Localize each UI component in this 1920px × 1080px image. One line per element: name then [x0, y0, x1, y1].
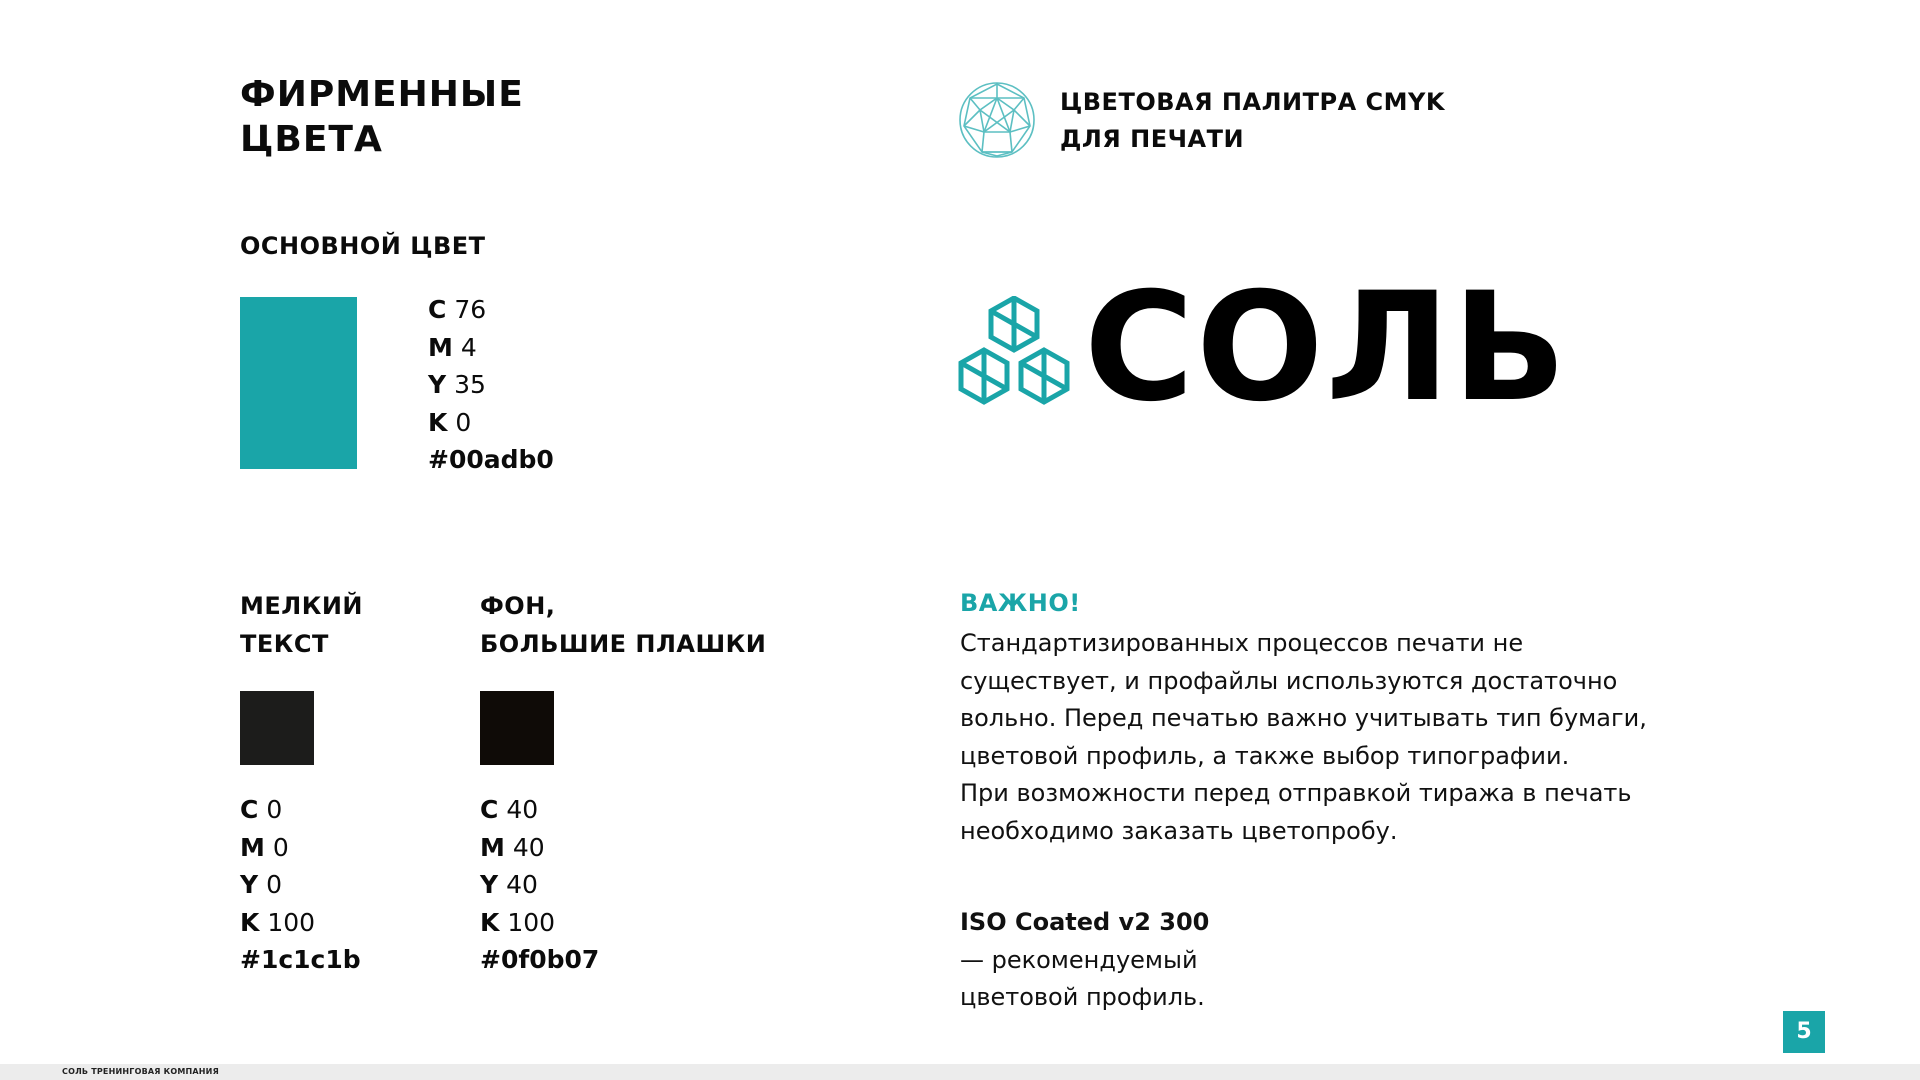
background-label: ФОН, БОЛЬШИЕ ПЛАШКИ — [480, 592, 767, 658]
background-swatch — [480, 691, 554, 765]
page-title-line2: ЦВЕТА — [240, 119, 383, 160]
spec-k: K 100 — [240, 907, 316, 937]
small-text-label: МЕЛКИЙ ТЕКСТ — [240, 592, 363, 658]
main-color-specs — [428, 291, 554, 479]
logo-wordmark: СОЛЬ — [1084, 261, 1569, 435]
footer-bar — [0, 1064, 1920, 1080]
spec-m: M 4 — [428, 332, 477, 362]
page-title — [240, 72, 660, 162]
three-cubes-icon — [958, 296, 1070, 408]
important-line: При возможности перед отправкой тиража в печать — [960, 779, 1632, 807]
spec-y: Y 0 — [240, 870, 282, 899]
spec-c: C 40 — [480, 795, 539, 824]
small-text-swatch — [240, 691, 314, 765]
spec-hex: #1c1c1b — [240, 945, 361, 974]
footer-text: СОЛЬ ТРЕНИНГОВАЯ КОМПАНИЯ — [62, 1067, 219, 1076]
spec-m: M 0 — [240, 832, 289, 862]
important-title: ВАЖНО! — [960, 589, 1081, 617]
spec-k: K 0 — [428, 407, 472, 437]
small-text-specs — [240, 791, 361, 979]
spec-c: C 76 — [428, 295, 487, 324]
important-line: Стандартизированных процессов печати не — [960, 629, 1524, 657]
spec-c: C 0 — [240, 795, 283, 824]
cmyk-title: ЦВЕТОВАЯ ПАЛИТРА CMYK ДЛЯ ПЕЧАТИ — [1060, 88, 1445, 153]
background-specs — [480, 791, 599, 979]
important-line: цветовой профиль, а также выбор типографии. — [960, 741, 1570, 770]
important-line: необходимо заказать цветопробу. — [960, 816, 1398, 845]
spec-m: M 40 — [480, 832, 545, 862]
spec-hex: #00adb0 — [428, 445, 554, 474]
profile-line2: цветовой профиль. — [960, 983, 1205, 1011]
spec-hex: #0f0b07 — [480, 945, 600, 974]
main-color-label: ОСНОВНОЙ ЦВЕТ — [240, 232, 486, 260]
important-line: вольно. Перед печатью важно учитывать тип бумаги, — [960, 704, 1647, 732]
spec-y: Y 35 — [428, 370, 486, 399]
important-line: существует, и профайлы используются достаточно — [960, 666, 1618, 695]
page-number: 5 — [1783, 1011, 1825, 1053]
page-title-line1: ФИРМЕННЫЕ — [240, 74, 524, 115]
spec-y: Y 40 — [480, 870, 538, 899]
geodesic-sphere-icon — [958, 80, 1036, 160]
main-color-swatch — [240, 297, 357, 469]
profile-line1: ISO Coated v2 300 — рекомендуемый — [960, 908, 1210, 974]
important-text — [960, 625, 1660, 850]
spec-k: K 100 — [480, 907, 556, 937]
profile-note — [960, 904, 1209, 1017]
